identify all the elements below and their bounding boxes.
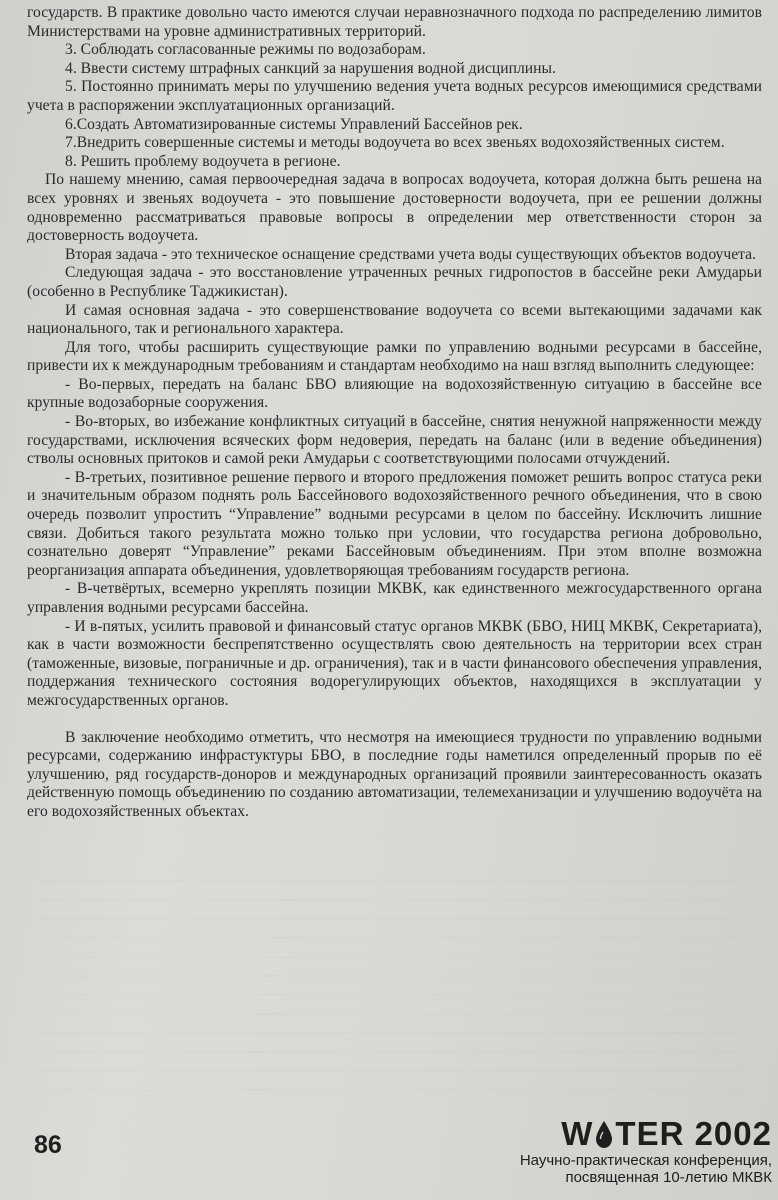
logo-wordmark xyxy=(472,1117,772,1151)
conference-subtitle-line1: Научно-практическая конференция, xyxy=(519,1152,772,1169)
paragraph: 3. Соблюдать согласованные режимы по водозаборам. xyxy=(65,41,426,59)
paragraph: По нашему мнению, самая первоочередная задача в вопросах водоучета, которая должна быть решена на всех уровнях и звеньях водоучета - это повышение достоверности водоучета, при ее решении должны одновременно рассматриваться правовые вопросы в определении мер ответственности сторон за достоверность водоучета. xyxy=(27,171,762,245)
paragraph: В заключение необходимо отметить, что несмотря на имеющиеся трудности по управлению водными ресурсами, содержанию инфрастуктуры БВО, в последние годы наметился определенный прорыв по её улучшению, ряд государств-доноров и международных организаций проявили заинтересованность оказать действенную помощь объединению по созданию автоматизации, телемеханизации и улучшению водоучёта на его водохозяйственных объектах. xyxy=(27,728,762,820)
body-text xyxy=(27,4,762,822)
paragraph: Вторая задача - это техническое оснащение средствами учета воды существующих объектов водоучета. xyxy=(65,245,757,263)
paragraph: 7.Внедрить совершенные системы и методы водоучета во всех звеньях водохозяйственных систем. xyxy=(65,134,725,152)
paragraph: Для того, чтобы расширить существующие рамки по управлению водными ресурсами в бассейне, привести их к международным требованиям и стандартам необходимо на наш взгляд выполнить следующее: xyxy=(27,338,762,375)
logo-letter-w: W xyxy=(561,1115,594,1152)
paragraph: - И в-пятых, усилить правовой и финансовый статус органов МКВК (БВО, НИЦ МКВК, Секретариата), как в части возможности беспрепятственно осуществлять свою деятельность на территории всех стран (таможенные, визовые, пограничные и др. ограничения), так и в части финансового обеспечения управления, поддержания технического состояния водорегулирующих объектов, находящихся в эксплуатации у межгосударственных органов. xyxy=(27,617,762,709)
paragraph: Следующая задача - это восстановление утраченных речных гидропостов в бассейне реки Амударьи (особенно в Республике Таджикистан). xyxy=(27,264,762,300)
show-through-texture xyxy=(40,880,740,1100)
conference-subtitle-line2: посвященная 10-летию МКВК xyxy=(565,1169,772,1186)
paragraph: 8. Решить проблему водоучета в регионе. xyxy=(65,152,341,170)
paragraph: 4. Ввести систему штрафных санкций за нарушения водной дисциплины. xyxy=(65,59,556,77)
paragraph: государств. В практике довольно часто имеются случаи неравнозначного подхода по распределению лимитов Министерствами на уровне административных территорий. xyxy=(27,4,762,40)
paragraph: - Во-вторых, во избежание конфликтных ситуаций в бассейне, снятия ненужной напряженности между государствами, исключения всяческих форм недоверия, передать на баланс (или в ведение объединения) стволы основных притоков и самой реки Амударьи с соответствующими полосами отчуждений. xyxy=(27,413,762,468)
logo-text-rest: TER 2002 xyxy=(615,1115,772,1152)
page-number: 86 xyxy=(34,1131,62,1159)
conference-logo xyxy=(472,1117,772,1185)
paragraph: - Во-первых, передать на баланс БВО влияющие на водохозяйственную ситуацию в бассейне все крупные водозаборные сооружения. xyxy=(27,375,762,412)
water-drop-icon xyxy=(594,1120,614,1149)
paragraph-gap xyxy=(27,711,762,729)
paragraph: - В-четвёртых, всемерно укреплять позиции МКВК, как единственного межгосударственного органа управления водными ресурсами бассейна. xyxy=(27,580,762,616)
paragraph: - В-третьих, позитивное решение первого и второго предложения поможет решить вопрос статуса реки и значительным образом поднять роль Бассейнового водохозяйственного речного объединения, что в свою очередь позволит упростить “Управление” водными ресурсами в целом по бассейну. Исключить лишние связи. Добиться такого результата можно только при условии, что государства региона добровольно, сознательно доверят “Управление” реками Бассейновым объединениям. При этом вполне возможна реорганизация аппарата объединения, удовлетворяющая требованиям государств региона. xyxy=(27,468,762,579)
paragraph: И самая основная задача - это совершенствование водоучета со всеми вытекающими задачами как национального, так и регионального характера. xyxy=(27,301,762,338)
paragraph: 6.Создать Автоматизированные системы Управлений Бассейнов рек. xyxy=(65,115,523,133)
paragraph: 5. Постоянно принимать меры по улучшению ведения учета водных ресурсов имеющимися средствами учета в распоряжении эксплуатационных организаций. xyxy=(27,78,762,114)
